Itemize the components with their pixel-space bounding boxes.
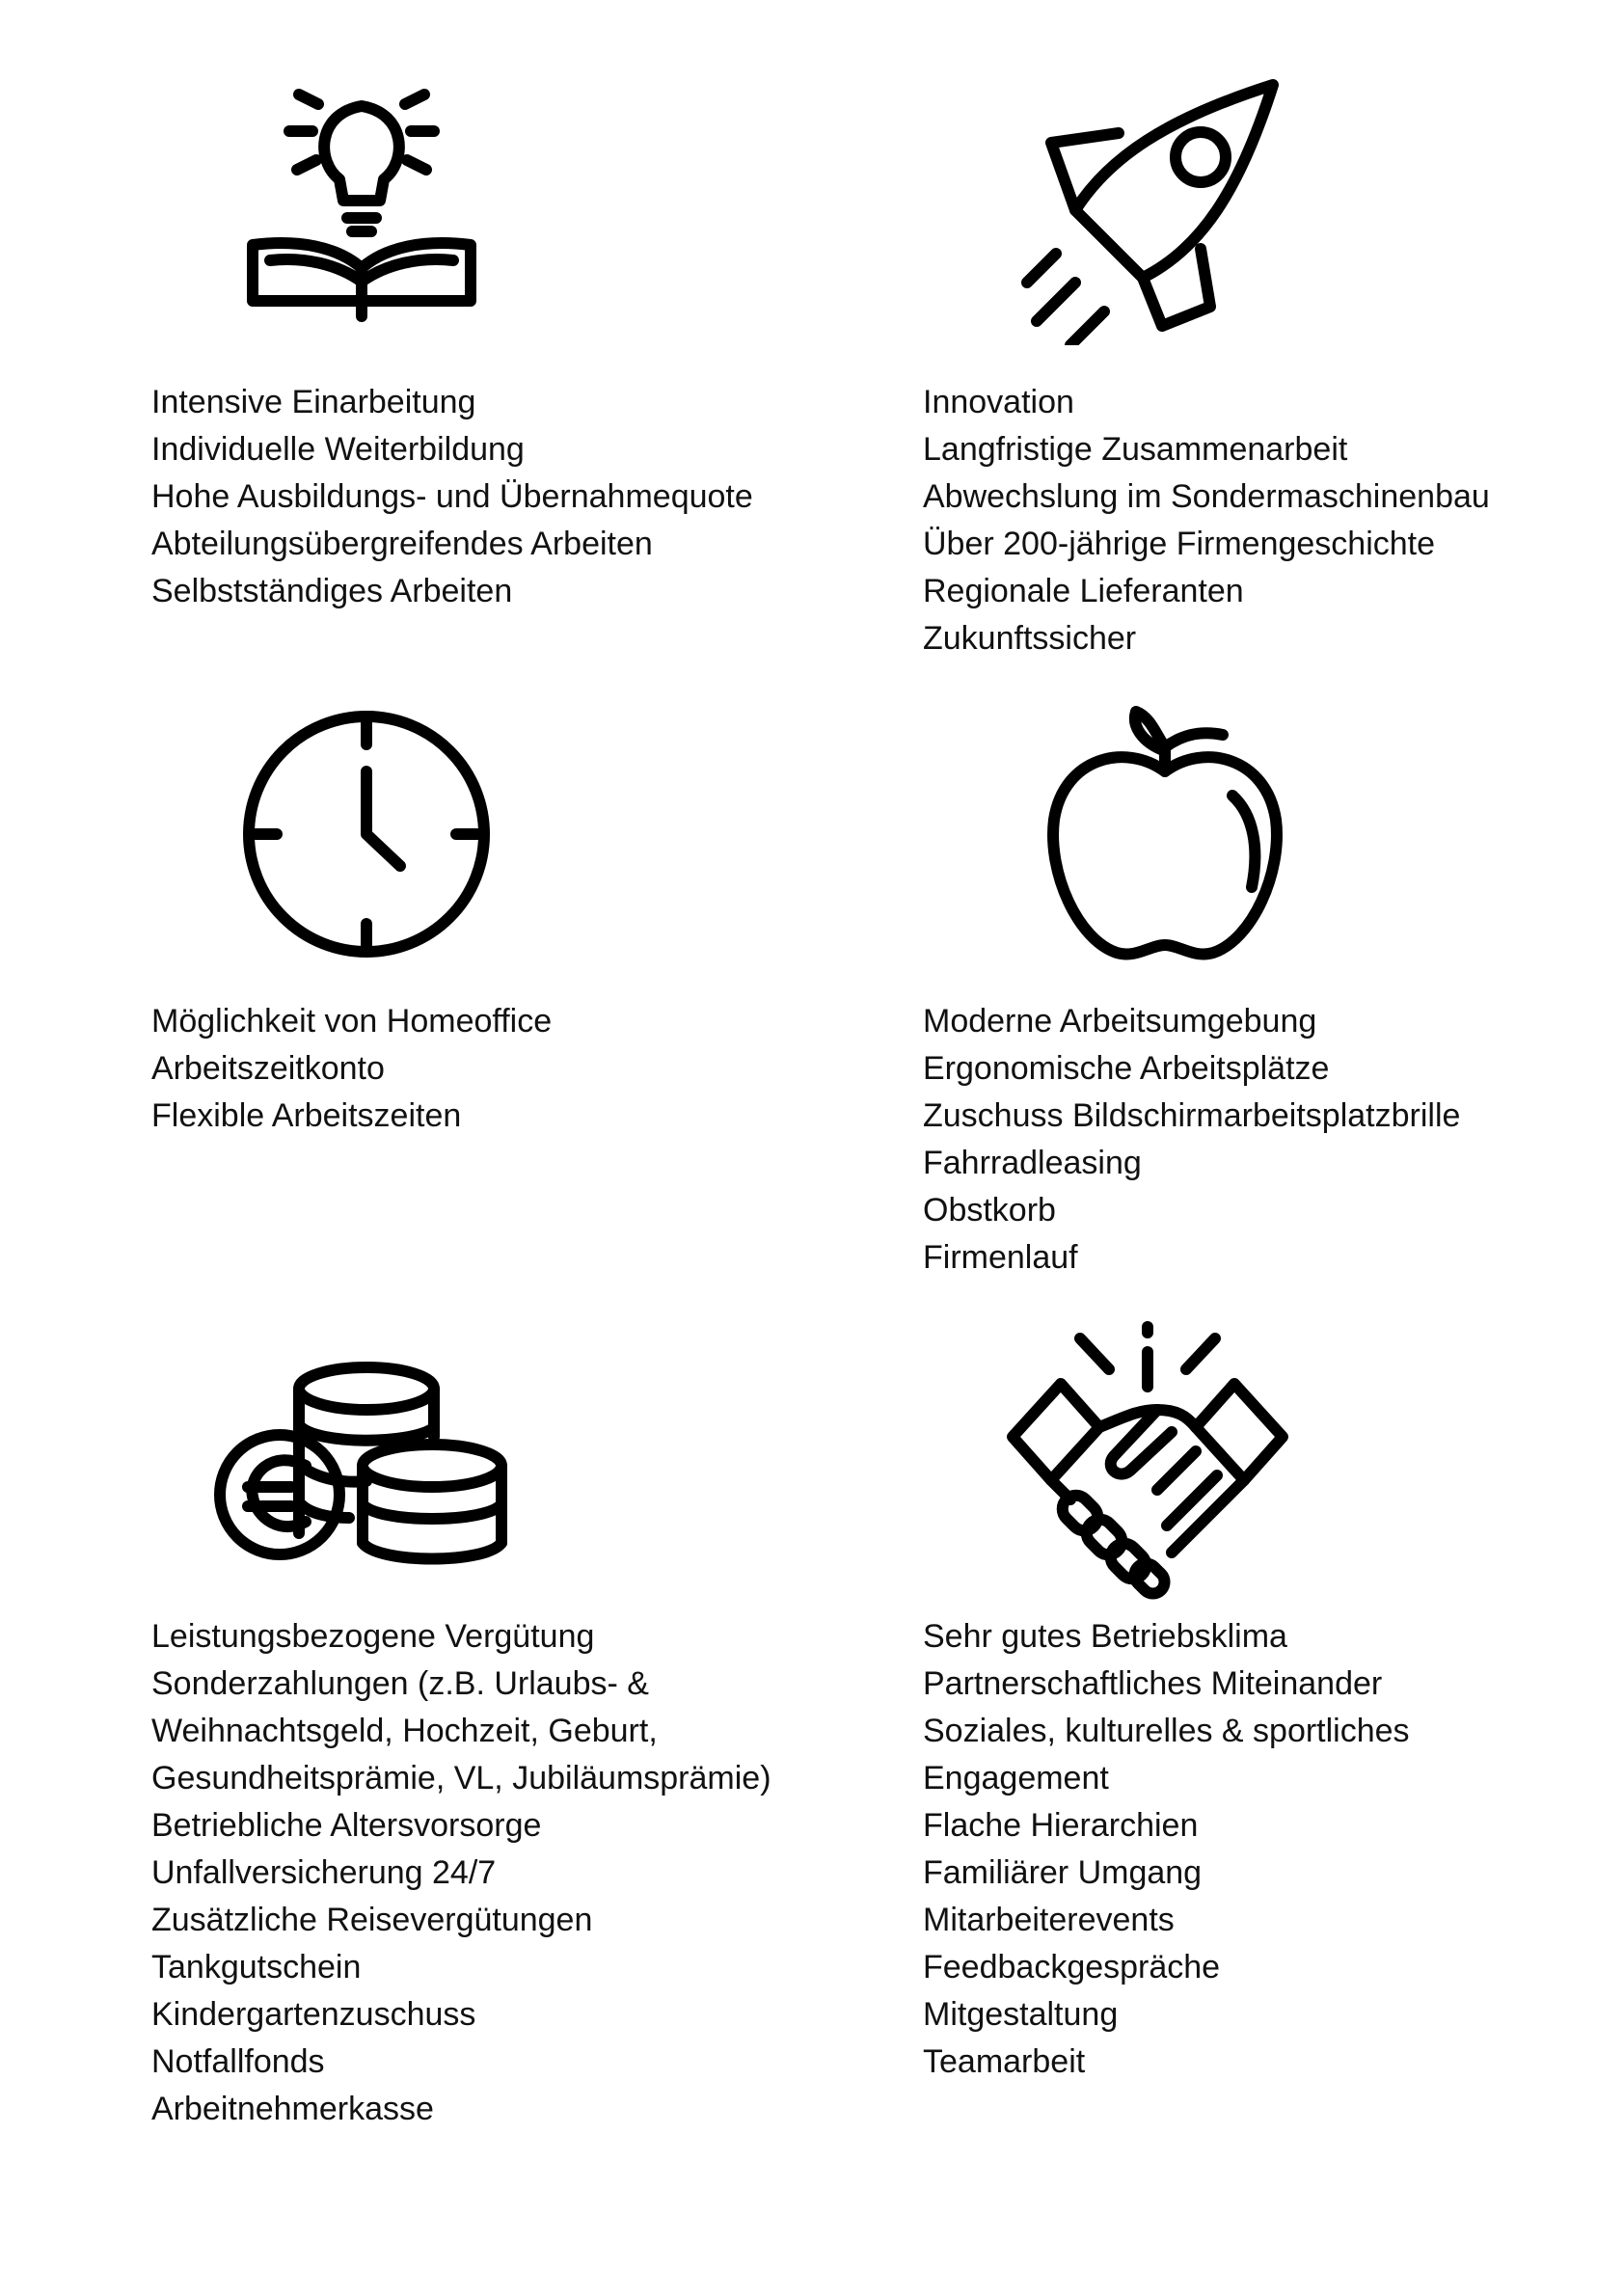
list-item: Weihnachtsgeld, Hochzeit, Geburt,: [151, 1713, 658, 1749]
rocket-icon: [1017, 75, 1287, 345]
list-item: Selbstständiges Arbeiten: [151, 573, 513, 609]
list-item: Feedbackgespräche: [923, 1949, 1221, 1985]
list-item: Familiärer Umgang: [923, 1854, 1203, 1891]
list-item: Gesundheitsprämie, VL, Jubiläumsprämie): [151, 1760, 771, 1796]
benefits-list-culture: [923, 1613, 1410, 2086]
benefits-list-compensation: [151, 1613, 771, 2133]
euro-coins-icon: [214, 1360, 513, 1567]
list-item: Individuelle Weiterbildung: [151, 431, 525, 468]
list-item: Betriebliche Altersvorsorge: [151, 1807, 542, 1844]
clock-icon: [236, 704, 497, 964]
list-item: Ergonomische Arbeitsplätze: [923, 1050, 1330, 1087]
apple-icon: [1040, 704, 1290, 964]
list-item: Notfallfonds: [151, 2043, 325, 2080]
list-item: Fahrradleasing: [923, 1145, 1142, 1181]
list-item: Arbeitnehmerkasse: [151, 2091, 434, 2127]
list-item: Sonderzahlungen (z.B. Urlaubs- &: [151, 1665, 649, 1702]
list-item: Langfristige Zusammenarbeit: [923, 431, 1348, 468]
handshake-icon: [1003, 1321, 1292, 1606]
list-item: Möglichkeit von Homeoffice: [151, 1003, 553, 1040]
benefits-list-workplace: [923, 998, 1460, 1282]
list-item: Kindergartenzuschuss: [151, 1996, 476, 2033]
list-item: Arbeitszeitkonto: [151, 1050, 385, 1087]
list-item: Zukunftssicher: [923, 620, 1137, 657]
list-item: Unfallversicherung 24/7: [151, 1854, 497, 1891]
list-item: Intensive Einarbeitung: [151, 384, 476, 420]
benefits-list-time: [151, 998, 552, 1140]
list-item: Abteilungsübergreifendes Arbeiten: [151, 526, 653, 562]
list-item: Soziales, kulturelles & sportliches: [923, 1713, 1410, 1749]
list-item: Leistungsbezogene Vergütung: [151, 1618, 595, 1655]
list-item: Firmenlauf: [923, 1239, 1078, 1276]
list-item: Zuschuss Bildschirmarbeitsplatzbrille: [923, 1097, 1461, 1134]
list-item: Flexible Arbeitszeiten: [151, 1097, 462, 1134]
benefits-list-development: [151, 379, 753, 615]
list-item: Engagement: [923, 1760, 1109, 1796]
list-item: Teamarbeit: [923, 2043, 1086, 2080]
list-item: Sehr gutes Betriebsklima: [923, 1618, 1287, 1655]
list-item: Flache Hierarchien: [923, 1807, 1199, 1844]
list-item: Mitgestaltung: [923, 1996, 1119, 2033]
lightbulb-book-icon: [231, 75, 492, 336]
list-item: Zusätzliche Reisevergütungen: [151, 1902, 593, 1938]
list-item: Partnerschaftliches Miteinander: [923, 1665, 1383, 1702]
list-item: Mitarbeiterevents: [923, 1902, 1175, 1938]
list-item: Abwechslung im Sondermaschinenbau: [923, 478, 1490, 515]
list-item: Regionale Lieferanten: [923, 573, 1244, 609]
list-item: Hohe Ausbildungs- und Übernahmequote: [151, 478, 753, 515]
list-item: Innovation: [923, 384, 1074, 420]
benefits-list-company: [923, 379, 1490, 662]
list-item: Tankgutschein: [151, 1949, 362, 1985]
list-item: Obstkorb: [923, 1192, 1056, 1229]
list-item: Über 200-jährige Firmengeschichte: [923, 526, 1436, 562]
list-item: Moderne Arbeitsumgebung: [923, 1003, 1317, 1040]
